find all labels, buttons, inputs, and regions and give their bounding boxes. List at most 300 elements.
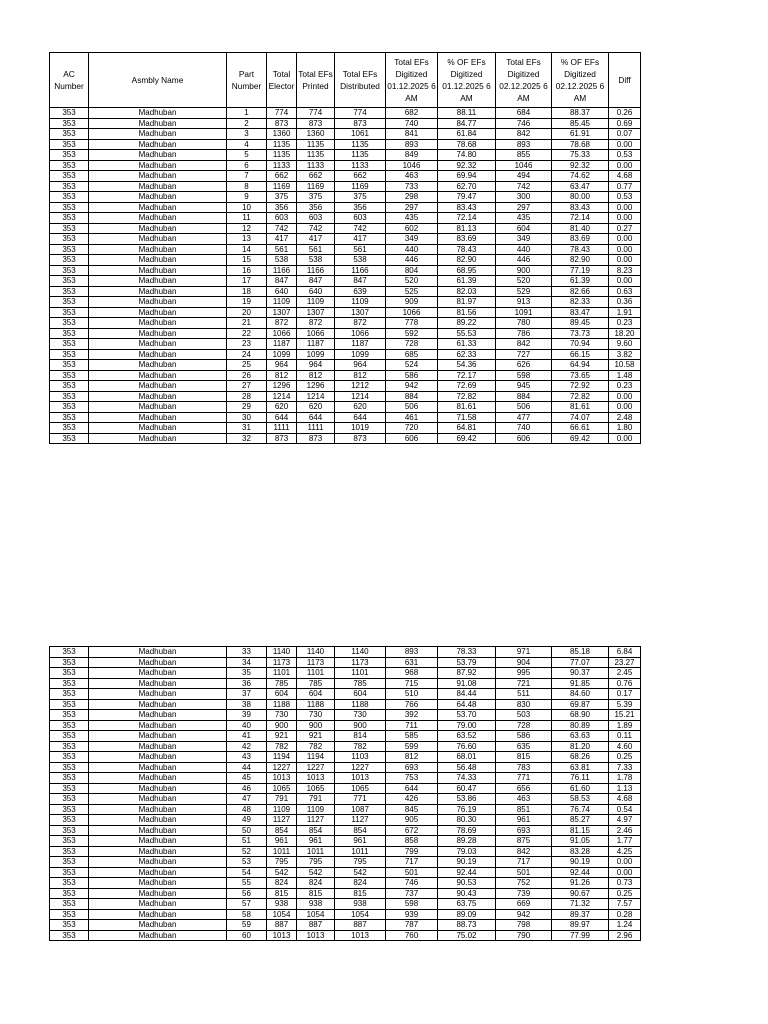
table-row [50,150,641,161]
cell-assembly-name: Madhuban [89,815,227,826]
cell-assembly-name: Madhuban [89,360,227,371]
cell-efs-digitized-0112: 631 [386,657,438,668]
cell-pct-digitized-0212: 82.33 [552,297,609,308]
cell-assembly-name: Madhuban [89,783,227,794]
cell-diff: 2.45 [609,668,641,679]
cell-efs-printed: 1169 [297,181,335,192]
cell-total-elector: 847 [267,276,297,287]
table-row [50,867,641,878]
cell-pct-digitized-0112: 76.60 [438,741,496,752]
cell-ac-number: 353 [50,867,89,878]
cell-pct-digitized-0112: 62.33 [438,349,496,360]
cell-efs-distributed: 1127 [335,815,386,826]
table-row [50,752,641,763]
cell-efs-digitized-0112: 884 [386,391,438,402]
cell-part-number: 29 [227,402,267,413]
cell-efs-printed: 887 [297,920,335,931]
cell-part-number: 23 [227,339,267,350]
table-row [50,846,641,857]
cell-pct-digitized-0212: 76.11 [552,773,609,784]
cell-pct-digitized-0112: 78.43 [438,244,496,255]
cell-efs-distributed: 771 [335,794,386,805]
cell-pct-digitized-0212: 81.40 [552,223,609,234]
cell-efs-digitized-0212: 501 [496,867,552,878]
cell-diff: 6.84 [609,647,641,658]
cell-efs-digitized-0212: 783 [496,762,552,773]
cell-part-number: 3 [227,129,267,140]
cell-efs-digitized-0212: 463 [496,794,552,805]
cell-efs-digitized-0112: 858 [386,836,438,847]
cell-pct-digitized-0112: 64.48 [438,699,496,710]
cell-efs-digitized-0212: 1091 [496,307,552,318]
cell-total-elector: 620 [267,402,297,413]
cell-assembly-name: Madhuban [89,920,227,931]
cell-efs-digitized-0212: 786 [496,328,552,339]
cell-total-elector: 872 [267,318,297,329]
cell-pct-digitized-0112: 68.01 [438,752,496,763]
cell-pct-digitized-0212: 80.89 [552,720,609,731]
cell-efs-printed: 1296 [297,381,335,392]
cell-assembly-name: Madhuban [89,171,227,182]
cell-pct-digitized-0112: 72.82 [438,391,496,402]
cell-ac-number: 353 [50,731,89,742]
cell-total-elector: 873 [267,118,297,129]
cell-diff: 5.39 [609,699,641,710]
cell-total-elector: 730 [267,710,297,721]
cell-part-number: 31 [227,423,267,434]
cell-total-elector: 1013 [267,930,297,941]
cell-efs-digitized-0112: 893 [386,139,438,150]
cell-efs-printed: 1109 [297,297,335,308]
cell-ac-number: 353 [50,391,89,402]
cell-part-number: 58 [227,909,267,920]
cell-pct-digitized-0212: 69.87 [552,699,609,710]
cell-total-elector: 1127 [267,815,297,826]
cell-total-elector: 782 [267,741,297,752]
table-row [50,825,641,836]
cell-part-number: 41 [227,731,267,742]
cell-diff: 1.89 [609,720,641,731]
cell-efs-digitized-0112: 297 [386,202,438,213]
table-row [50,783,641,794]
cell-part-number: 42 [227,741,267,752]
cell-pct-digitized-0112: 90.43 [438,888,496,899]
cell-total-elector: 1173 [267,657,297,668]
cell-efs-digitized-0112: 760 [386,930,438,941]
table-row [50,773,641,784]
cell-assembly-name: Madhuban [89,139,227,150]
cell-ac-number: 353 [50,878,89,889]
cell-pct-digitized-0212: 75.33 [552,150,609,161]
cell-part-number: 2 [227,118,267,129]
cell-efs-digitized-0212: 606 [496,433,552,444]
cell-pct-digitized-0212: 85.18 [552,647,609,658]
table-row [50,213,641,224]
cell-total-elector: 812 [267,370,297,381]
cell-total-elector: 742 [267,223,297,234]
cell-efs-digitized-0112: 849 [386,150,438,161]
cell-part-number: 55 [227,878,267,889]
cell-pct-digitized-0212: 72.82 [552,391,609,402]
cell-efs-digitized-0112: 1046 [386,160,438,171]
cell-diff: 0.00 [609,202,641,213]
table-header-row [50,53,641,108]
cell-efs-digitized-0112: 728 [386,339,438,350]
table-row [50,244,641,255]
cell-efs-printed: 1109 [297,804,335,815]
cell-total-elector: 1214 [267,391,297,402]
cell-total-elector: 1099 [267,349,297,360]
cell-pct-digitized-0212: 92.44 [552,867,609,878]
cell-efs-distributed: 1227 [335,762,386,773]
cell-efs-printed: 1111 [297,423,335,434]
cell-efs-distributed: 964 [335,360,386,371]
table-row [50,118,641,129]
cell-efs-printed: 1065 [297,783,335,794]
cell-efs-printed: 921 [297,731,335,742]
cell-part-number: 34 [227,657,267,668]
cell-pct-digitized-0212: 66.61 [552,423,609,434]
cell-efs-digitized-0212: 446 [496,255,552,266]
cell-pct-digitized-0112: 72.69 [438,381,496,392]
cell-part-number: 32 [227,433,267,444]
cell-assembly-name: Madhuban [89,297,227,308]
cell-pct-digitized-0212: 81.15 [552,825,609,836]
cell-ac-number: 353 [50,171,89,182]
cell-efs-digitized-0112: 968 [386,668,438,679]
cell-efs-distributed: 872 [335,318,386,329]
cell-efs-distributed: 730 [335,710,386,721]
cell-efs-digitized-0212: 815 [496,752,552,763]
table-body-top [50,108,641,444]
cell-efs-distributed: 1061 [335,129,386,140]
cell-part-number: 19 [227,297,267,308]
cell-ac-number: 353 [50,160,89,171]
cell-total-elector: 1133 [267,160,297,171]
cell-efs-printed: 603 [297,213,335,224]
cell-ac-number: 353 [50,699,89,710]
cell-efs-printed: 854 [297,825,335,836]
cell-efs-distributed: 1013 [335,930,386,941]
table-row [50,108,641,119]
cell-assembly-name: Madhuban [89,265,227,276]
cell-pct-digitized-0212: 76.74 [552,804,609,815]
cell-assembly-name: Madhuban [89,349,227,360]
cell-efs-digitized-0212: 721 [496,678,552,689]
cell-assembly-name: Madhuban [89,909,227,920]
cell-diff: 0.69 [609,118,641,129]
cell-assembly-name: Madhuban [89,741,227,752]
cell-pct-digitized-0112: 78.33 [438,647,496,658]
cell-efs-distributed: 1099 [335,349,386,360]
cell-efs-printed: 1133 [297,160,335,171]
cell-part-number: 5 [227,150,267,161]
cell-pct-digitized-0212: 89.37 [552,909,609,920]
cell-efs-digitized-0112: 510 [386,689,438,700]
cell-pct-digitized-0112: 60.47 [438,783,496,794]
cell-ac-number: 353 [50,370,89,381]
cell-efs-distributed: 620 [335,402,386,413]
cell-part-number: 60 [227,930,267,941]
cell-assembly-name: Madhuban [89,857,227,868]
table-row [50,909,641,920]
cell-efs-digitized-0212: 945 [496,381,552,392]
table-row [50,689,641,700]
cell-pct-digitized-0212: 85.27 [552,815,609,826]
table-row [50,328,641,339]
cell-pct-digitized-0112: 89.22 [438,318,496,329]
cell-diff: 1.78 [609,773,641,784]
table-row [50,930,641,941]
header-assembly-name: Asmbly Name [89,53,227,108]
cell-assembly-name: Madhuban [89,731,227,742]
cell-assembly-name: Madhuban [89,381,227,392]
table-row [50,139,641,150]
cell-assembly-name: Madhuban [89,752,227,763]
cell-total-elector: 356 [267,202,297,213]
cell-efs-distributed: 662 [335,171,386,182]
cell-diff: 0.00 [609,234,641,245]
cell-efs-distributed: 1214 [335,391,386,402]
table-row [50,412,641,423]
cell-ac-number: 353 [50,297,89,308]
cell-diff: 0.00 [609,433,641,444]
cell-efs-distributed: 1173 [335,657,386,668]
cell-ac-number: 353 [50,668,89,679]
cell-diff: 0.23 [609,381,641,392]
cell-diff: 2.96 [609,930,641,941]
header-efs-digitized-0212: Total EFs Digitized 02.12.2025 6 AM [496,53,552,108]
cell-efs-digitized-0212: 830 [496,699,552,710]
cell-ac-number: 353 [50,773,89,784]
cell-pct-digitized-0112: 74.33 [438,773,496,784]
cell-assembly-name: Madhuban [89,192,227,203]
cell-ac-number: 353 [50,899,89,910]
cell-efs-digitized-0212: 1046 [496,160,552,171]
cell-ac-number: 353 [50,857,89,868]
digitization-table-bottom [49,646,641,941]
cell-efs-digitized-0212: 349 [496,234,552,245]
cell-ac-number: 353 [50,202,89,213]
cell-ac-number: 353 [50,412,89,423]
cell-efs-digitized-0112: 737 [386,888,438,899]
cell-pct-digitized-0112: 87.92 [438,668,496,679]
cell-efs-printed: 375 [297,192,335,203]
cell-total-elector: 417 [267,234,297,245]
cell-assembly-name: Madhuban [89,668,227,679]
cell-efs-distributed: 854 [335,825,386,836]
cell-diff: 0.36 [609,297,641,308]
cell-ac-number: 353 [50,710,89,721]
cell-total-elector: 1140 [267,647,297,658]
cell-assembly-name: Madhuban [89,402,227,413]
cell-diff: 0.23 [609,318,641,329]
cell-efs-digitized-0112: 740 [386,118,438,129]
cell-total-elector: 1101 [267,668,297,679]
table-row [50,699,641,710]
cell-efs-digitized-0212: 942 [496,909,552,920]
cell-total-elector: 921 [267,731,297,742]
cell-part-number: 33 [227,647,267,658]
cell-pct-digitized-0212: 90.67 [552,888,609,899]
cell-assembly-name: Madhuban [89,794,227,805]
cell-assembly-name: Madhuban [89,181,227,192]
cell-efs-distributed: 1187 [335,339,386,350]
cell-pct-digitized-0212: 74.07 [552,412,609,423]
cell-pct-digitized-0212: 91.05 [552,836,609,847]
cell-pct-digitized-0212: 83.43 [552,202,609,213]
cell-part-number: 56 [227,888,267,899]
cell-efs-digitized-0112: 592 [386,328,438,339]
cell-efs-digitized-0212: 752 [496,878,552,889]
cell-assembly-name: Madhuban [89,412,227,423]
table-row [50,339,641,350]
cell-part-number: 28 [227,391,267,402]
cell-ac-number: 353 [50,192,89,203]
cell-efs-digitized-0112: 711 [386,720,438,731]
cell-assembly-name: Madhuban [89,244,227,255]
cell-part-number: 27 [227,381,267,392]
cell-pct-digitized-0212: 77.07 [552,657,609,668]
cell-efs-distributed: 1212 [335,381,386,392]
cell-efs-distributed: 847 [335,276,386,287]
cell-pct-digitized-0212: 70.94 [552,339,609,350]
cell-total-elector: 1187 [267,339,297,350]
cell-efs-printed: 662 [297,171,335,182]
cell-efs-digitized-0112: 524 [386,360,438,371]
cell-pct-digitized-0112: 75.02 [438,930,496,941]
cell-assembly-name: Madhuban [89,391,227,402]
cell-diff: 0.27 [609,223,641,234]
cell-efs-distributed: 538 [335,255,386,266]
cell-assembly-name: Madhuban [89,657,227,668]
cell-part-number: 17 [227,276,267,287]
cell-efs-printed: 872 [297,318,335,329]
table-row [50,710,641,721]
cell-efs-printed: 356 [297,202,335,213]
cell-part-number: 47 [227,794,267,805]
cell-pct-digitized-0112: 63.75 [438,899,496,910]
cell-part-number: 43 [227,752,267,763]
cell-diff: 0.25 [609,752,641,763]
table-row [50,255,641,266]
cell-efs-digitized-0212: 586 [496,731,552,742]
cell-efs-printed: 417 [297,234,335,245]
cell-total-elector: 964 [267,360,297,371]
table-row [50,888,641,899]
table-row [50,815,641,826]
cell-total-elector: 603 [267,213,297,224]
cell-efs-digitized-0212: 746 [496,118,552,129]
cell-pct-digitized-0112: 71.58 [438,412,496,423]
cell-pct-digitized-0112: 92.32 [438,160,496,171]
cell-diff: 2.48 [609,412,641,423]
cell-diff: 1.24 [609,920,641,931]
cell-assembly-name: Madhuban [89,867,227,878]
cell-pct-digitized-0112: 72.17 [438,370,496,381]
cell-efs-digitized-0112: 845 [386,804,438,815]
cell-diff: 4.68 [609,171,641,182]
cell-assembly-name: Madhuban [89,689,227,700]
table-row [50,234,641,245]
cell-efs-digitized-0112: 715 [386,678,438,689]
cell-ac-number: 353 [50,381,89,392]
cell-total-elector: 1111 [267,423,297,434]
cell-pct-digitized-0212: 58.53 [552,794,609,805]
cell-part-number: 26 [227,370,267,381]
cell-diff: 9.60 [609,339,641,350]
table-row [50,402,641,413]
cell-part-number: 54 [227,867,267,878]
table-row [50,370,641,381]
cell-efs-distributed: 1133 [335,160,386,171]
cell-efs-digitized-0212: 477 [496,412,552,423]
cell-ac-number: 353 [50,328,89,339]
cell-assembly-name: Madhuban [89,202,227,213]
cell-total-elector: 824 [267,878,297,889]
cell-pct-digitized-0112: 90.19 [438,857,496,868]
cell-part-number: 38 [227,699,267,710]
table-row [50,223,641,234]
cell-efs-digitized-0212: 529 [496,286,552,297]
cell-diff: 18.20 [609,328,641,339]
cell-diff: 0.73 [609,878,641,889]
cell-total-elector: 640 [267,286,297,297]
cell-pct-digitized-0112: 61.39 [438,276,496,287]
cell-total-elector: 662 [267,171,297,182]
cell-part-number: 15 [227,255,267,266]
cell-efs-digitized-0212: 875 [496,836,552,847]
cell-ac-number: 353 [50,213,89,224]
cell-pct-digitized-0212: 77.99 [552,930,609,941]
table-row [50,181,641,192]
cell-assembly-name: Madhuban [89,888,227,899]
cell-diff: 0.00 [609,255,641,266]
table-row [50,307,641,318]
cell-assembly-name: Madhuban [89,710,227,721]
cell-efs-digitized-0212: 842 [496,846,552,857]
cell-diff: 4.68 [609,794,641,805]
cell-efs-distributed: 785 [335,678,386,689]
cell-efs-digitized-0212: 790 [496,930,552,941]
cell-pct-digitized-0212: 90.37 [552,668,609,679]
cell-total-elector: 604 [267,689,297,700]
cell-pct-digitized-0112: 81.13 [438,223,496,234]
cell-efs-digitized-0112: 520 [386,276,438,287]
cell-assembly-name: Madhuban [89,804,227,815]
cell-ac-number: 353 [50,741,89,752]
cell-ac-number: 353 [50,678,89,689]
cell-assembly-name: Madhuban [89,108,227,119]
cell-assembly-name: Madhuban [89,234,227,245]
cell-ac-number: 353 [50,139,89,150]
cell-assembly-name: Madhuban [89,160,227,171]
cell-total-elector: 375 [267,192,297,203]
cell-pct-digitized-0212: 78.43 [552,244,609,255]
cell-ac-number: 353 [50,783,89,794]
cell-diff: 1.80 [609,423,641,434]
cell-ac-number: 353 [50,647,89,658]
cell-efs-digitized-0112: 893 [386,647,438,658]
cell-assembly-name: Madhuban [89,318,227,329]
table-row [50,720,641,731]
cell-ac-number: 353 [50,815,89,826]
cell-efs-digitized-0112: 585 [386,731,438,742]
cell-efs-digitized-0212: 506 [496,402,552,413]
cell-efs-digitized-0112: 463 [386,171,438,182]
cell-total-elector: 774 [267,108,297,119]
cell-efs-digitized-0212: 494 [496,171,552,182]
